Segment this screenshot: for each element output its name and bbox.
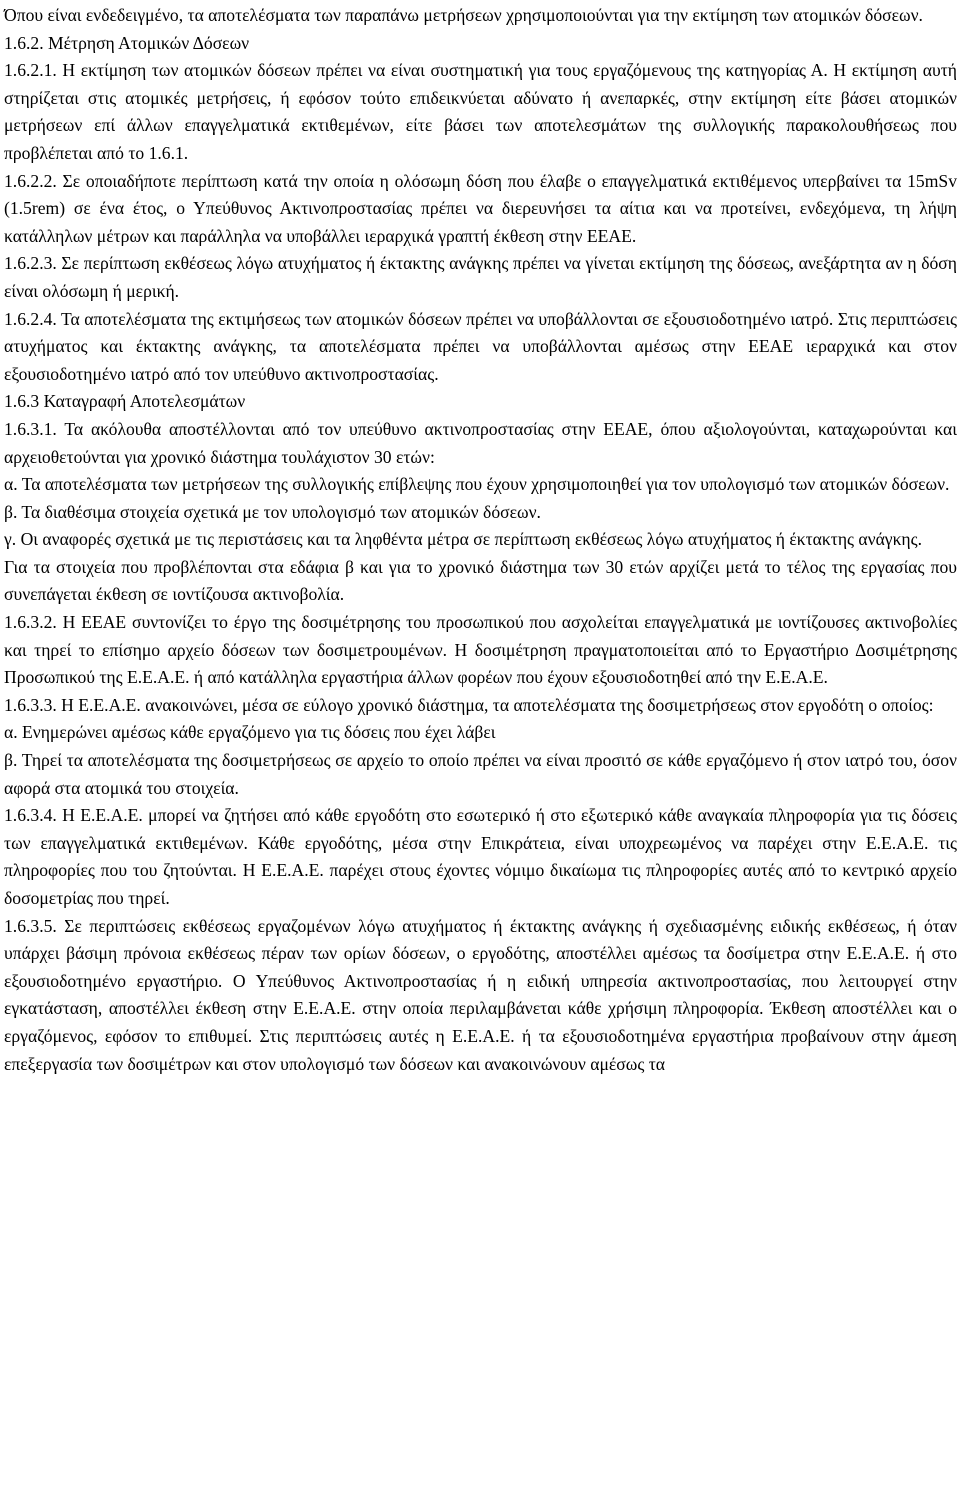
list-item-gamma: γ. Οι αναφορές σχετικά με τις περιστάσεις και τα ληφθέντα μέτρα σε περίπτωση εκθέσεως λόγω ατυχήματος ή έκτακτης ανάγκης.	[4, 529, 923, 550]
paragraph-1-6-2-4: 1.6.2.4. Τα αποτελέσματα της εκτιμήσεως των ατομικών δόσεων πρέπει να υποβάλλονται σε εξουσιοδοτημένο ιατρό. Στις περιπτώσεις ατυχήματος και έκτακτης ανάγκης, τα αποτελέσματα πρέπει να υποβάλλονται αμέσως στην ΕΕΑΕ ιεραρχικά και στον εξουσιοδοτημένο ιατρό από τον υπεύθυνο ακτινοπροστασίας.	[4, 308, 957, 384]
paragraph-1-6-3-2: 1.6.3.2. Η ΕΕΑΕ συντονίζει το έργο της δοσιμέτρησης του προσωπικού που ασχολείται επαγγελματικά με ιοντίζουσες ακτινοβολίες και τηρεί το επίσημο αρχείο δόσεων των δοσιμετρουμένων. Η δοσιμέτρηση πραγματοποιείται από το Εργαστήριο Δοσιμέτρησης Προσωπικού της Ε.Ε.Α.Ε. ή από κατάλληλα εργαστήρια άλλων φορέων που έχουν εξουσιοδοτηθεί από την Ε.Ε.Α.Ε.	[4, 612, 957, 688]
paragraph-1-6-3-3: 1.6.3.3. Η Ε.Ε.Α.Ε. ανακοινώνει, μέσα σε εύλογο χρονικό διάστημα, τα αποτελέσματα της δοσιμετρήσεως στον εργοδότη ο οποίος:	[4, 694, 934, 715]
section-heading-1-6-2: 1.6.2. Μέτρηση Ατομικών Δόσεων	[4, 32, 250, 53]
intro-paragraph: Όπου είναι ενδεδειγμένο, τα αποτελέσματα των παραπάνω μετρήσεων χρησιμοποιούνται για την εκτίμηση των ατομικών δόσεων.	[4, 5, 923, 25]
section-heading-1-6-3: 1.6.3 Καταγραφή Αποτελεσμάτων	[4, 391, 246, 412]
employer-item-beta: β. Τηρεί τα αποτελέσματα της δοσιμετρήσεως σε αρχείο το οποίο πρέπει να είναι προσιτό σε κάθε εργαζόμενο ή στον ιατρό του, όσον αφορά στα ατομικά του στοιχεία.	[4, 750, 957, 798]
paragraph-1-6-2-3: 1.6.2.3. Σε περίπτωση εκθέσεως λόγω ατυχήματος ή έκτακτης ανάγκης πρέπει να γίνεται εκτίμηση της δόσεως, ανεξάρτητα αν η δόση είναι ολόσωμη ή μερική.	[4, 253, 957, 301]
paragraph-1-6-3-1: 1.6.3.1. Τα ακόλουθα αποστέλλονται από τον υπεύθυνο ακτινοπροστασίας στην ΕΕΑΕ, όπου αξιολογούνται, καταχωρούνται και αρχειοθετούνται για χρονικό διάστημα τουλάχιστον 30 ετών:	[4, 418, 957, 467]
employer-item-alpha: α. Ενημερώνει αμέσως κάθε εργαζόμενο για τις δόσεις που έχει λάβει	[4, 722, 496, 743]
paragraph-1-6-2-1: 1.6.2.1. Η εκτίμηση των ατομικών δόσεων πρέπει να είναι συστηματική για τους εργαζόμενους της κατηγορίας Α. Η εκτίμηση αυτή στηρίζεται στις ατομικές μετρήσεις, ή εφόσον τούτο επιδεικνύεται αδύνατο ή ανεπαρκές, στην εκτίμηση είτε βάσει ατομικών μετρήσεων επί άλλων επαγγελματικά εκτιθεμένων, είτε βάσει των αποτελεσμάτων της συλλογικής παρακολουθήσεως που προβλέπεται από το 1.6.1.	[4, 60, 957, 163]
list-item-beta: β. Τα διαθέσιμα στοιχεία σχετικά με τον υπολογισμό των ατομικών δόσεων.	[4, 501, 541, 522]
paragraph-1-6-3-5: 1.6.3.5. Σε περιπτώσεις εκθέσεως εργαζομένων λόγω ατυχήματος ή έκτακτης ανάγκης ή σχεδιασμένης ειδικής εκθέσεως, ή όταν υπάρχει βάσιμη πρόνοια εκθέσεως πέραν των ορίων δόσεων, ο εργοδότης, αποστέλλει αμέσως τα δοσίμετρα στην Ε.Ε.Α.Ε. ή στο εξουσιοδοτημένο εργαστήριο. Ο Υπεύθυνος Ακτινοπροστασίας ή η ειδική υπηρεσία ακτινοπροστασίας, που λειτουργεί στην εγκατάσταση, αποστέλλει έκθεση στην Ε.Ε.Α.Ε. στην οποία περιλαμβάνεται κάθε χρήσιμη πληροφορία. Έκθεση αποστέλλει και ο εργαζόμενος, εφόσον το επιθυμεί. Στις περιπτώσεις αυτές η Ε.Ε.Α.Ε. ή τα εξουσιοδοτημένα εργαστήρια προβαίνουν στην άμεση επεξεργασία των δοσιμέτρων και στον υπολογισμό των δόσεων και ανακοινώνουν αμέσως τα	[4, 915, 957, 1074]
list-item-alpha: α. Τα αποτελέσματα των μετρήσεων της συλλογικής επίβλεψης που έχουν χρησιμοποιηθεί για τον υπολογισμό των ατομικών δόσεων.	[4, 474, 950, 495]
paragraph-1-6-3-4: 1.6.3.4. Η Ε.Ε.Α.Ε. μπορεί να ζητήσει από κάθε εργοδότη στο εσωτερικό ή στο εξωτερικό κάθε αναγκαία πληροφορία για τις δόσεις των επαγγελματικά εκτιθεμένων. Κάθε εργοδότης, μέσα στην Επικράτεια, είναι υποχρεωμένος να παρέχει στην Ε.Ε.Α.Ε. τις πληροφορίες που του ζητούνται. Η Ε.Ε.Α.Ε. παρέχει στους έχοντες νόμιμο δικαίωμα τις πληροφορίες αυτές από το κεντρικό αρχείο δοσομετρίας που τηρεί.	[4, 805, 957, 908]
paragraph-1-6-2-2: 1.6.2.2. Σε οποιαδήποτε περίπτωση κατά την οποία η ολόσωμη δόση που έλαβε ο επαγγελματικά εκτιθέμενος υπερβαίνει τα 15mSv (1.5rem) σε ένα έτος, ο Υπεύθυνος Ακτινοπροστασίας πρέπει να διερευνήσει τα αίτια και να προτείνει, ενδεχόμενα, τη λήψη κατάλληλων μέτρων και παράλληλα να υποβάλλει ιεραρχικά γραπτή έκθεση στην ΕΕΑΕ.	[4, 170, 957, 246]
retention-note-paragraph: Για τα στοιχεία που προβλέπονται στα εδάφια β και για το χρονικό διάστημα των 30 ετών αρχίζει μετά το τέλος της εργασίας που συνεπάγεται έκθεση σε ιοντίζουσα ακτινοβολία.	[4, 556, 957, 605]
